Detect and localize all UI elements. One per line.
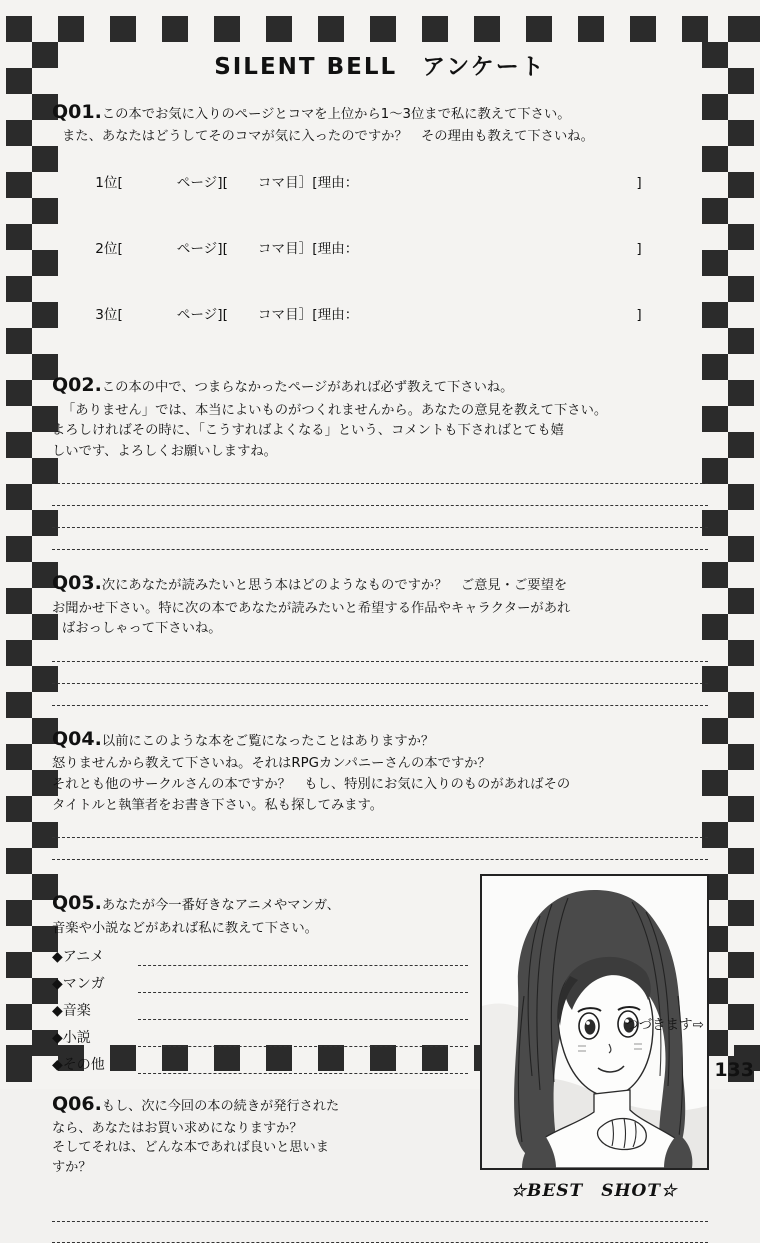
- q01-rank-label-2: 2位[: [95, 241, 123, 258]
- border-square: [728, 172, 754, 198]
- favorite-label-manga: ◆マンガ: [52, 976, 105, 993]
- border-square: [728, 380, 754, 406]
- favorite-label-novel: ◆小説: [52, 1030, 91, 1047]
- q01-koma-label-1: コマ目］[理由：: [257, 175, 359, 192]
- favorite-row-anime[interactable]: [52, 946, 468, 966]
- question-text-q02-line4: しいです、よろしくお願いしますね。: [52, 443, 277, 459]
- answer-line[interactable]: [52, 505, 708, 506]
- border-square: [6, 120, 32, 146]
- question-block-q03: [52, 568, 708, 706]
- question-block-q04: [52, 724, 708, 860]
- question-text-q03-line1: 次にあなたが読みたいと思う本はどのようなものですか？ ご意見・ご要望を: [101, 578, 568, 594]
- border-square: [318, 16, 344, 42]
- q01-koma-label-3: コマ目］[理由：: [257, 307, 359, 324]
- question-text-q01-line1: この本でお気に入りのページとコマを上位から1〜3位まで私に教えて下さい。: [101, 107, 571, 122]
- border-square: [6, 588, 32, 614]
- q05-favorites-list: [52, 946, 468, 1074]
- q01-rank-row-3[interactable]: [52, 282, 708, 348]
- answer-line[interactable]: [52, 1221, 708, 1222]
- q01-page-label-2: ページ][: [176, 241, 228, 258]
- q01-close-1: ]: [636, 175, 642, 192]
- question-text-q04-line4: タイトルと執筆者をお書き下さい。私も探してみます。: [52, 797, 384, 813]
- answer-line[interactable]: [52, 483, 708, 484]
- border-square: [728, 276, 754, 302]
- question-text-q02-line3: よろしければその時に、「こうすればよくなる」という、コメントも下さればとても嬉: [52, 423, 564, 439]
- continue-note: つづきます⇨: [625, 1017, 704, 1033]
- border-square: [728, 328, 754, 354]
- q05-q06-column: [52, 874, 468, 1201]
- answer-line[interactable]: [52, 705, 708, 706]
- answer-line[interactable]: [52, 527, 708, 528]
- favorite-row-novel[interactable]: [52, 1027, 468, 1047]
- border-square: [6, 692, 32, 718]
- question-number-q05: Q05.: [52, 892, 102, 915]
- q01-close-2: ]: [636, 241, 642, 258]
- favorite-input-other[interactable]: [138, 1061, 468, 1074]
- border-square: [422, 16, 448, 42]
- border-square: [682, 16, 708, 42]
- favorite-input-anime[interactable]: [138, 953, 468, 966]
- border-square: [728, 484, 754, 510]
- border-square: [728, 640, 754, 666]
- q04-answer-area[interactable]: [52, 837, 708, 860]
- page-title: SILENT BELL アンケート: [214, 54, 546, 80]
- border-square: [6, 380, 32, 406]
- border-square: [6, 328, 32, 354]
- favorite-label-anime: ◆アニメ: [52, 949, 105, 966]
- question-text-q04-line1: 以前にこのような本をご覧になったことはありますか？: [101, 733, 435, 749]
- border-square: [58, 16, 84, 42]
- border-square: [6, 1056, 32, 1082]
- favorite-label-other: ◆その他: [52, 1057, 105, 1074]
- question-text-q05-line2: 音楽や小説などがあれば私に教えて下さい。: [52, 920, 318, 936]
- question-text-q01-line2: また、あなたはどうしてそのコマが気に入ったのですか？ その理由も教えて下さいね。: [62, 129, 594, 145]
- lower-section: [52, 874, 708, 1201]
- border-square: [578, 16, 604, 42]
- question-number-q06: Q06.: [52, 1093, 102, 1116]
- border-square: [630, 16, 656, 42]
- border-square: [728, 744, 754, 770]
- question-text-q05-line1: あなたが今一番好きなアニメやマンガ、: [101, 898, 340, 914]
- q03-answer-area[interactable]: [52, 661, 708, 706]
- question-text-q03-line3: ばおっしゃって下さいね。: [62, 621, 222, 637]
- favorite-input-novel[interactable]: [138, 1034, 468, 1047]
- favorite-input-manga[interactable]: [138, 980, 468, 993]
- border-square: [728, 952, 754, 978]
- answer-line[interactable]: [52, 859, 708, 860]
- border-square: [6, 796, 32, 822]
- q06-answer-area[interactable]: [52, 1221, 708, 1243]
- border-square: [728, 796, 754, 822]
- question-text-q06-line2: なら、あなたはお買い求めになりますか？: [52, 1120, 303, 1136]
- question-block-q06: [52, 1090, 468, 1178]
- q01-koma-label-2: コマ目］[理由：: [257, 241, 359, 258]
- q01-close-3: ]: [636, 307, 642, 324]
- q01-rank-label-3: 3位[: [95, 307, 123, 324]
- question-text-q02-line1: この本の中で、つまらなかったページがあれば必ず教えて下さいね。: [101, 380, 514, 396]
- border-square: [728, 16, 754, 42]
- answer-line[interactable]: [52, 683, 708, 684]
- question-number-q01: Q01.: [52, 101, 102, 123]
- border-square: [728, 536, 754, 562]
- photo-caption: ☆BEST SHOT☆: [510, 1181, 678, 1202]
- favorite-row-music[interactable]: [52, 1000, 468, 1020]
- q01-rank-row-1[interactable]: [52, 150, 708, 216]
- question-text-q04-line3: それとも他のサークルさんの本ですか？ もし、特別にお気に入りのものがあればその: [52, 776, 571, 792]
- border-square: [6, 276, 32, 302]
- question-number-q04: Q04.: [52, 727, 102, 750]
- q01-rank-rows: [52, 150, 708, 348]
- border-square: [728, 900, 754, 926]
- favorite-row-manga[interactable]: [52, 973, 468, 993]
- q01-page-label-3: ページ][: [176, 307, 228, 324]
- answer-line[interactable]: [52, 661, 708, 662]
- border-square: [214, 16, 240, 42]
- question-text-q06-line3: そしてそれは、どんな本であれば良いと思いま: [52, 1140, 329, 1156]
- form-content: [52, 40, 708, 1202]
- question-text-q04-line2: 怒りませんから教えて下さいね。それはRPGカンパニーさんの本ですか？: [52, 756, 491, 772]
- q01-rank-label-1: 1位[: [95, 175, 123, 192]
- border-square: [728, 68, 754, 94]
- favorite-label-music: ◆音楽: [52, 1003, 91, 1020]
- border-square: [474, 16, 500, 42]
- border-square: [728, 848, 754, 874]
- border-square: [6, 172, 32, 198]
- border-square: [6, 900, 32, 926]
- border-square: [6, 16, 32, 42]
- border-square: [526, 16, 552, 42]
- q01-rank-row-2[interactable]: [52, 216, 708, 282]
- q02-answer-area[interactable]: [52, 483, 708, 550]
- border-square: [6, 224, 32, 250]
- question-block-q02: [52, 370, 708, 550]
- question-text-q03-line2: お聞かせ下さい。特に次の本であなたが読みたいと希望する作品やキャラクターがあれ: [52, 600, 571, 616]
- answer-line[interactable]: [52, 837, 708, 838]
- border-square: [6, 536, 32, 562]
- border-square: [6, 952, 32, 978]
- border-square: [6, 484, 32, 510]
- border-square: [6, 68, 32, 94]
- border-square: [6, 1004, 32, 1030]
- border-square: [728, 1004, 754, 1030]
- border-square: [728, 432, 754, 458]
- question-text-q02-line2: 「ありません」では、本当によいものがつくれませんから。あなたの意見を教えて下さい。: [62, 402, 608, 418]
- q01-page-label-1: ページ][: [176, 175, 228, 192]
- border-square: [728, 588, 754, 614]
- question-number-q02: Q02.: [52, 374, 102, 397]
- question-text-q06-line4: すか？: [52, 1160, 92, 1176]
- question-block-q05: [52, 888, 468, 1074]
- border-square: [162, 16, 188, 42]
- border-square: [728, 224, 754, 250]
- favorite-row-other[interactable]: [52, 1054, 468, 1074]
- question-number-q03: Q03.: [52, 572, 102, 595]
- border-square: [6, 640, 32, 666]
- page-number: 133: [714, 1059, 754, 1081]
- border-square: [266, 16, 292, 42]
- favorite-input-music[interactable]: [138, 1007, 468, 1020]
- border-square: [110, 16, 136, 42]
- border-square: [370, 16, 396, 42]
- border-square: [6, 848, 32, 874]
- photo-column: [480, 874, 708, 1201]
- answer-line[interactable]: [52, 549, 708, 550]
- question-block-q01: [52, 97, 708, 348]
- border-square: [6, 744, 32, 770]
- border-square: [728, 120, 754, 146]
- border-square: [6, 432, 32, 458]
- question-text-q06-line1: もし、次に今回の本の続きが発行された: [101, 1099, 340, 1115]
- border-square: [728, 692, 754, 718]
